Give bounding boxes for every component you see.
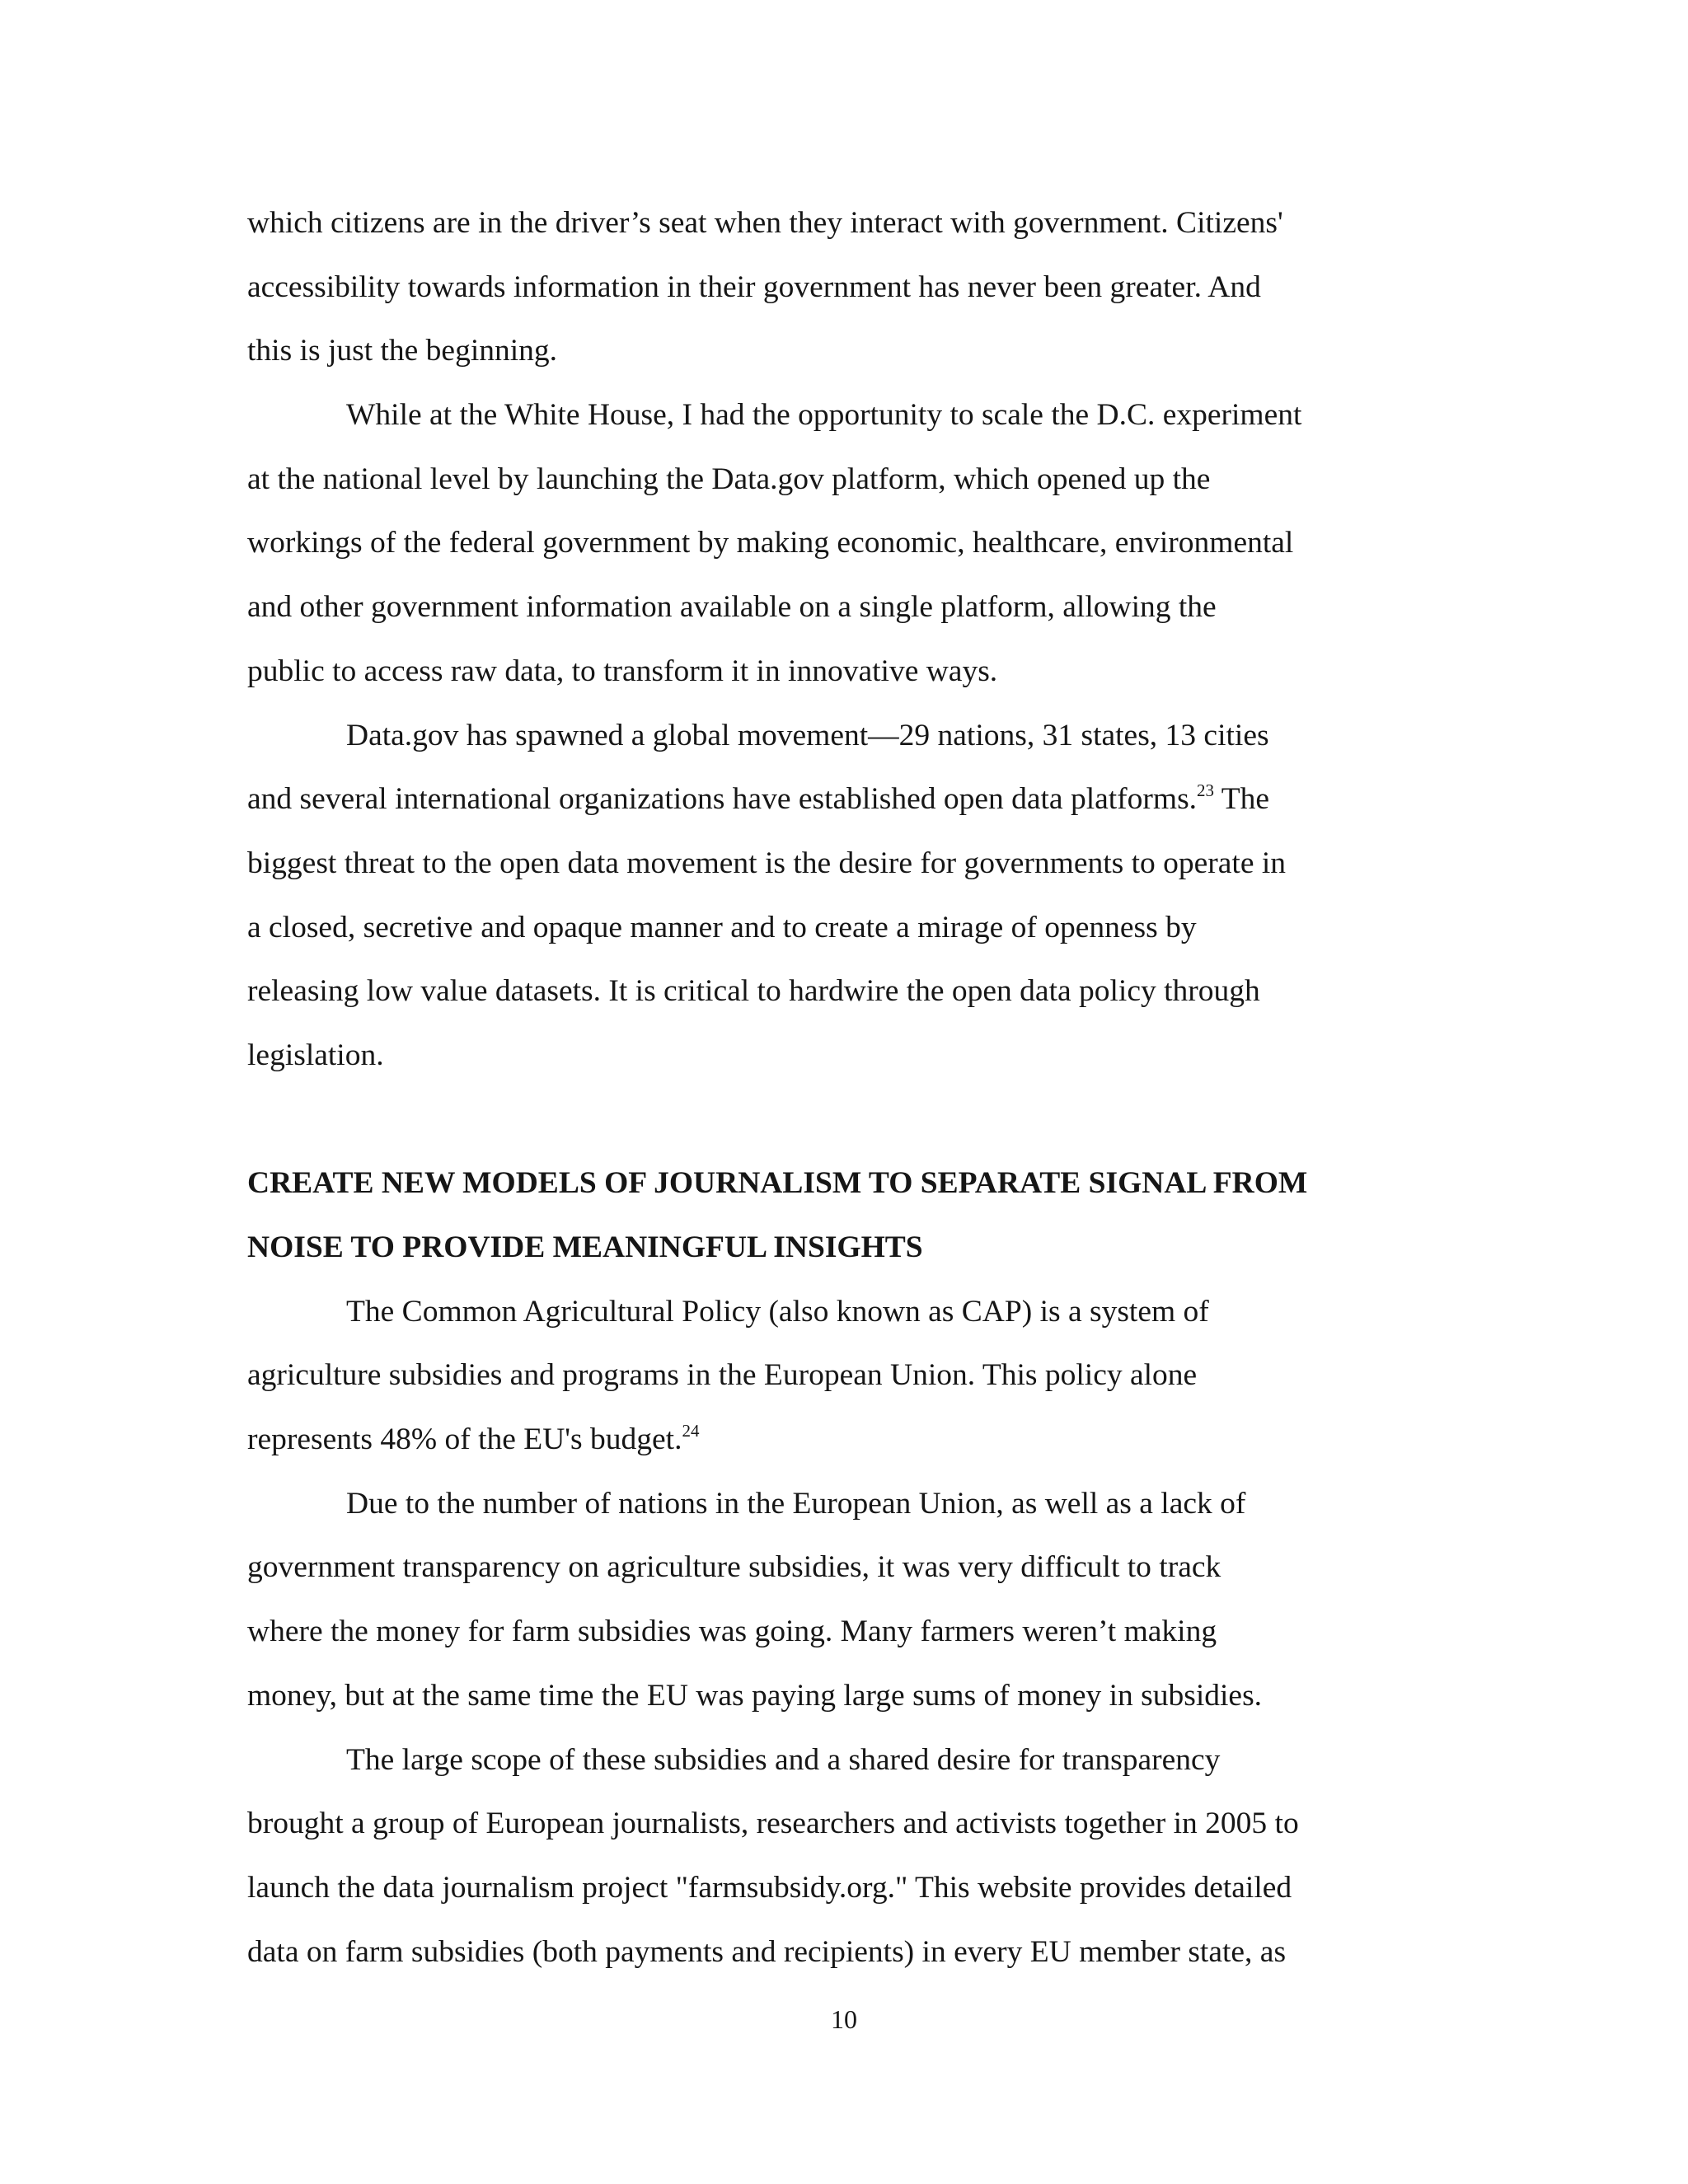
page-number: 10 [831, 2004, 857, 2034]
text-line: The large scope of these subsidies and a shared desire for transparency [346, 1742, 1221, 1777]
text-line [247, 767, 1442, 832]
text-line: While at the White House, I had the opportunity to scale the D.C. experiment [346, 398, 1302, 433]
text-line: launch the data journalism project "farmsubsidy.org." This website provides detailed [247, 1870, 1292, 1905]
footnote-marker: 23 [1197, 780, 1215, 801]
text-line: and other government information available on a single platform, allowing the [247, 590, 1217, 625]
text-line: money, but at the same time the EU was paying large sums of money in subsidies. [247, 1678, 1263, 1713]
text-line: which citizens are in the driver’s seat when they interact with government. Citizens' [247, 206, 1283, 240]
section-heading: NOISE TO PROVIDE MEANINGFUL INSIGHTS [247, 1230, 923, 1264]
text-line [247, 1408, 1442, 1472]
text-line: this is just the beginning. [247, 334, 558, 368]
section-heading: CREATE NEW MODELS OF JOURNALISM TO SEPARATE SIGNAL FROM [247, 1166, 1308, 1201]
text-line: workings of the federal government by making economic, healthcare, environmental [247, 526, 1294, 560]
text-line: biggest threat to the open data movement is the desire for governments to operate in [247, 846, 1287, 880]
text-line: releasing low value datasets. It is critical to hardwire the open data policy through [247, 974, 1260, 1009]
text-line: data on farm subsidies (both payments and recipients) in every EU member state, as [247, 1934, 1287, 1969]
text-line: government transparency on agriculture subsidies, it was very difficult to track [247, 1550, 1221, 1585]
text-span: and several international organizations have established open data platforms. [247, 782, 1198, 817]
text-line: Due to the number of nations in the European Union, as well as a lack of [346, 1486, 1246, 1521]
text-line: where the money for farm subsidies was going. Many farmers weren’t making [247, 1615, 1217, 1649]
text-line: a closed, secretive and opaque manner and to create a mirage of openness by [247, 910, 1197, 944]
text-line: agriculture subsidies and programs in the European Union. This policy alone [247, 1358, 1198, 1393]
body-text [247, 191, 1442, 1984]
text-line: The Common Agricultural Policy (also known as CAP) is a system of [346, 1294, 1209, 1329]
text-span: The [1214, 782, 1270, 817]
text-line: public to access raw data, to transform it in innovative ways. [247, 654, 998, 688]
text-span: represents 48% of the EU's budget. [247, 1422, 682, 1457]
text-line: brought a group of European journalists, researchers and activists together in 2005 to [247, 1807, 1299, 1841]
text-line: at the national level by launching the Data.gov platform, which opened up the [247, 462, 1211, 496]
text-line: accessibility towards information in their government has never been greater. And [247, 269, 1261, 304]
section-gap [247, 1088, 1442, 1152]
text-line: legislation. [247, 1038, 384, 1072]
text-line: Data.gov has spawned a global movement—29 nations, 31 states, 13 cities [346, 718, 1269, 752]
footnote-marker: 24 [682, 1421, 700, 1441]
